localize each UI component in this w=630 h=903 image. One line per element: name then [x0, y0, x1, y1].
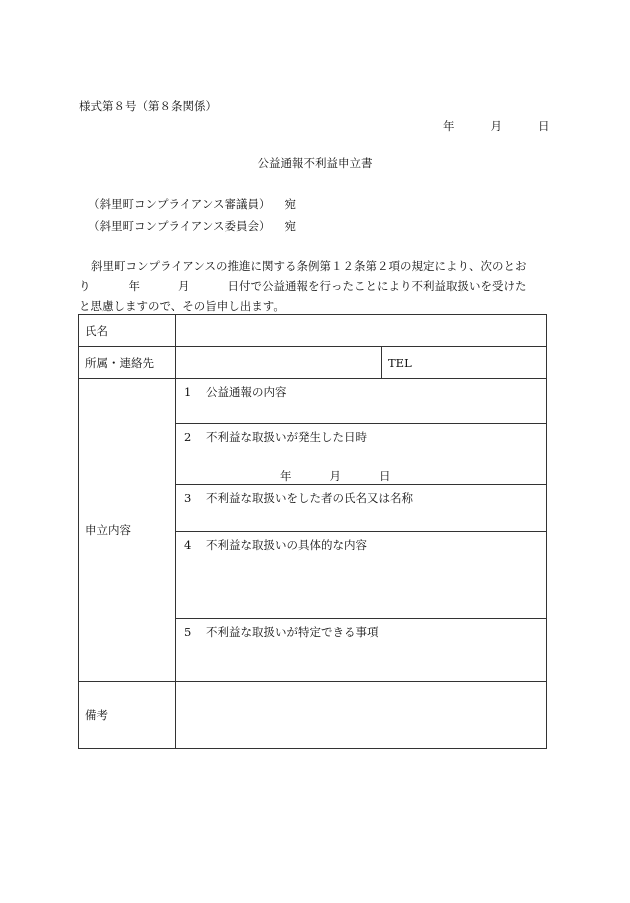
content-row: [79, 379, 547, 682]
remarks-label: 備考: [79, 682, 176, 749]
content-item-3[interactable]: [176, 485, 546, 532]
addressee-1-suffix: 宛: [284, 197, 297, 211]
name-label: 氏名: [79, 315, 176, 347]
addressee-2: [88, 218, 296, 234]
affiliation-row: [79, 347, 547, 379]
addressee-2-name: （斜里町コンプライアンス委員会）: [88, 219, 271, 233]
item-5-number: 5: [184, 625, 192, 639]
content-label: 申立内容: [79, 379, 176, 682]
incident-day-label: 日: [379, 469, 391, 483]
content-item-5[interactable]: [176, 619, 546, 681]
addressee-2-suffix: 宛: [284, 219, 297, 233]
form-number: 様式第８号（第８条関係）: [79, 99, 217, 113]
statement-line-3: と思慮しますので、その旨申し出ます。: [79, 299, 285, 313]
affiliation-field[interactable]: [176, 347, 382, 379]
statement-month-label: 月: [178, 279, 190, 293]
statement-line-2-start: り: [79, 279, 91, 293]
incident-date: [280, 468, 391, 484]
item-1-number: 1: [184, 385, 192, 399]
item-4-label: 不利益な取扱いの具体的な内容: [206, 538, 367, 552]
complaint-form-table: [78, 314, 547, 749]
content-item-2[interactable]: [176, 424, 546, 485]
statement-text: [79, 256, 549, 316]
item-5-label: 不利益な取扱いが特定できる事項: [206, 625, 379, 639]
content-item-1[interactable]: [176, 379, 546, 424]
tel-label: TEL: [388, 355, 412, 370]
addressee-1: [88, 196, 296, 212]
statement-line-1: 斜里町コンプライアンスの推進に関する条例第１２条第２項の規定により、次のとお: [91, 259, 527, 273]
statement-line-2-end: 日付で公益通報を行ったことにより不利益取扱いを受けた: [227, 279, 527, 293]
item-3-number: 3: [184, 491, 192, 505]
document-title: 公益通報不利益申立書: [257, 156, 373, 170]
incident-month-label: 月: [329, 469, 341, 483]
affiliation-label: 所属・連絡先: [79, 347, 176, 379]
incident-year-label: 年: [280, 469, 292, 483]
statement-line-2: [79, 276, 549, 296]
date-month-label: 月: [490, 119, 502, 133]
addressee-1-name: （斜里町コンプライアンス審議員）: [88, 197, 271, 211]
name-field[interactable]: [176, 315, 547, 347]
item-3-label: 不利益な取扱いをした者の氏名又は名称: [206, 491, 413, 505]
item-2-number: 2: [184, 430, 192, 444]
item-4-number: 4: [184, 538, 192, 552]
tel-field[interactable]: [382, 347, 547, 379]
remarks-field[interactable]: [176, 682, 547, 749]
name-row: [79, 315, 547, 347]
content-item-4[interactable]: [176, 532, 546, 619]
submission-date: [443, 118, 550, 134]
statement-year-label: 年: [128, 279, 140, 293]
item-2-label: 不利益な取扱いが発生した日時: [206, 430, 367, 444]
date-year-label: 年: [443, 119, 455, 133]
content-items: [176, 379, 547, 682]
remarks-row: [79, 682, 547, 749]
date-day-label: 日: [538, 119, 550, 133]
item-1-label: 公益通報の内容: [206, 385, 287, 399]
